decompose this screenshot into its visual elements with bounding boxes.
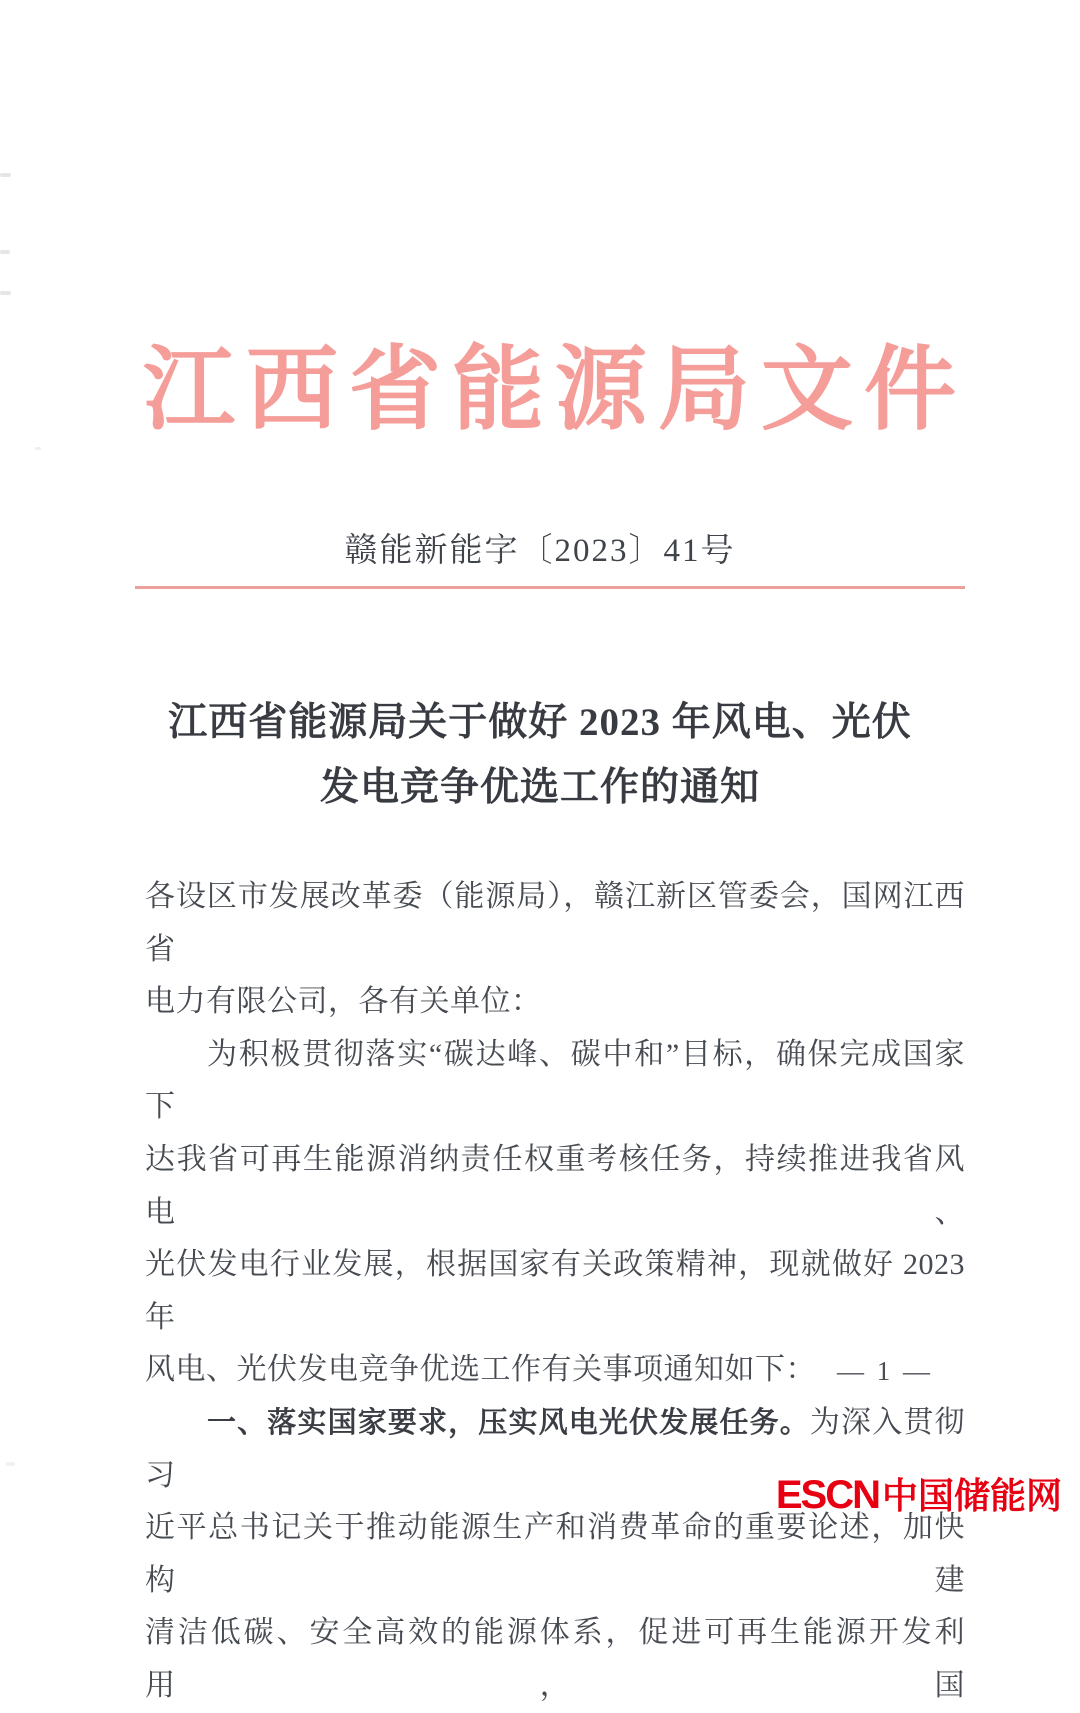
body-line: 光伏发电行业发展，根据国家有关政策精神，现就做好 2023 年 <box>145 1248 965 1334</box>
body-line: 近平总书记关于推动能源生产和消费革命的重要论述，加快构建 <box>145 1511 965 1597</box>
notice-title-line1: 江西省能源局关于做好 2023 年风电、光伏 <box>168 701 912 744</box>
scan-artifact <box>35 447 41 450</box>
body-line-salutation-end: 电力有限公司，各有关单位： <box>145 985 542 1019</box>
document-body <box>145 871 965 1713</box>
escn-watermark <box>776 1468 1062 1519</box>
scan-artifact <box>0 173 11 177</box>
agency-title: 江西省能源局文件 <box>143 339 968 441</box>
escn-watermark-chinese: 中国储能网 <box>881 1475 1062 1516</box>
body-line: 达我省可再生能源消纳责任权重考核任务，持续推进我省风电、 <box>145 1142 965 1229</box>
page-number: — 1 — <box>837 1356 933 1386</box>
notice-title-line2: 发电竞争优选工作的通知 <box>319 766 760 809</box>
body-text-segment: 为深入贯彻习 <box>145 1405 965 1492</box>
doc-number: 赣能新能字〔2023〕41号 <box>344 533 736 569</box>
body-line: 为积极贯彻落实“碳达峰、碳中和”目标，确保完成国家下 <box>145 1037 965 1124</box>
body-line: 各设区市发展改革委（能源局），赣江新区管委会，国网江西省 <box>145 880 965 966</box>
body-line: 清洁低碳、安全高效的能源体系，促进可再生能源开发利用，国 <box>145 1616 965 1702</box>
scan-artifact <box>0 291 11 295</box>
scan-artifact <box>0 250 10 254</box>
section-1-heading: 一、落实国家要求，压实风电光伏发展任务。 <box>207 1406 810 1439</box>
red-divider-line <box>135 586 965 589</box>
notice-title <box>0 690 1080 820</box>
body-line-para-end: 风电、光伏发电竞争优选工作有关事项通知如下： <box>145 1353 816 1387</box>
scan-artifact <box>6 1462 15 1466</box>
escn-logo-text: ESCN <box>775 1473 879 1517</box>
